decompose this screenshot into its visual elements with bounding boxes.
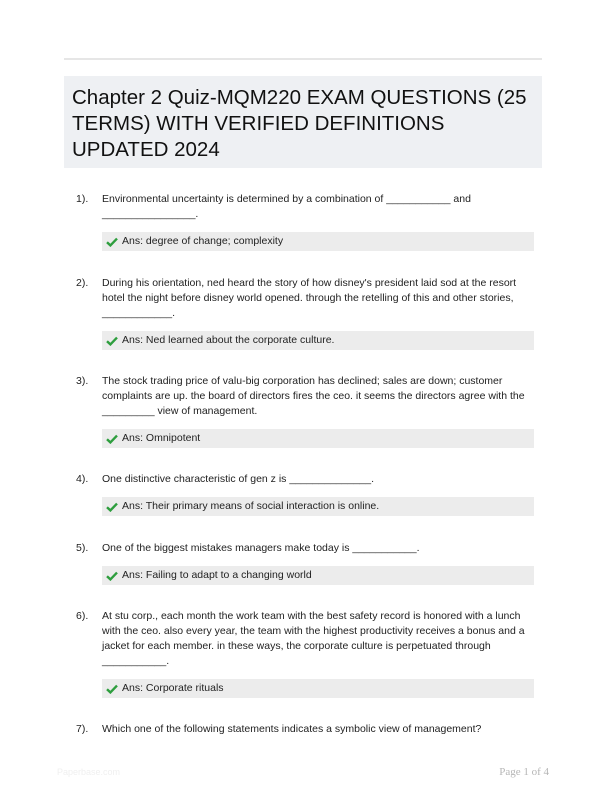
question-item xyxy=(64,472,542,516)
question-number: 3). xyxy=(76,375,89,387)
question-number: 2). xyxy=(76,277,89,289)
question-number: 1). xyxy=(76,193,89,205)
footer-watermark: Paperbase.com xyxy=(57,767,121,777)
question-number: 7). xyxy=(76,723,89,735)
question-item xyxy=(64,609,542,698)
question-text: During his orientation, ned heard the story of how disney's president laid sod at the resort hotel the night before disney world opened. through the retelling of this and other stories, ____________. xyxy=(102,277,517,319)
answer-text: Ans: degree of change; complexity xyxy=(122,235,284,247)
answer-box xyxy=(102,232,534,251)
check-icon xyxy=(106,502,118,512)
question-text: At stu corp., each month the work team with the best safety record is honored with a lunch with the ceo. also every year, the team with the highest productivity receives a bonus and a jacket for each member. in these ways, the corporate culture is perpetuated through ___________. xyxy=(102,610,525,667)
check-icon xyxy=(106,434,118,444)
check-icon xyxy=(106,571,118,581)
answer-text: Ans: Their primary means of social interaction is online. xyxy=(122,500,380,512)
question-item xyxy=(64,722,542,737)
check-icon xyxy=(106,336,118,346)
question-text: Environmental uncertainty is determined by a combination of ___________ and ________________. xyxy=(102,193,471,220)
question-text: One distinctive characteristic of gen z is ______________. xyxy=(102,473,375,485)
question-text: The stock trading price of valu-big corporation has declined; sales are down; customer complaints are up. the board of directors fires the ceo. it seems the directors agree with the _________ view of management. xyxy=(102,375,525,417)
question-text: One of the biggest mistakes managers make today is ___________. xyxy=(102,542,420,554)
answer-text: Ans: Corporate rituals xyxy=(122,682,224,694)
answer-box xyxy=(102,429,534,448)
question-number: 5). xyxy=(76,542,89,554)
top-divider xyxy=(64,58,542,60)
answer-text: Ans: Ned learned about the corporate culture. xyxy=(122,334,335,346)
answer-text: Ans: Omnipotent xyxy=(122,432,201,444)
answer-box xyxy=(102,331,534,350)
question-number: 6). xyxy=(76,610,89,622)
question-item xyxy=(64,276,542,350)
question-item xyxy=(64,374,542,448)
question-number: 4). xyxy=(76,473,89,485)
answer-box xyxy=(102,497,534,516)
check-icon xyxy=(106,237,118,247)
question-item xyxy=(64,541,542,585)
answer-text: Ans: Failing to adapt to a changing world xyxy=(122,569,312,581)
question-item xyxy=(64,192,542,251)
answer-box xyxy=(102,566,534,585)
check-icon xyxy=(106,684,118,694)
question-text: Which one of the following statements indicates a symbolic view of management? xyxy=(102,723,482,735)
page-number: Page 1 of 4 xyxy=(499,766,549,778)
answer-box xyxy=(102,679,534,698)
document-title: Chapter 2 Quiz-MQM220 EXAM QUESTIONS (25 TERMS) WITH VERIFIED DEFINITIONS UPDATED 2024 xyxy=(72,86,527,161)
title-banner xyxy=(64,76,542,168)
